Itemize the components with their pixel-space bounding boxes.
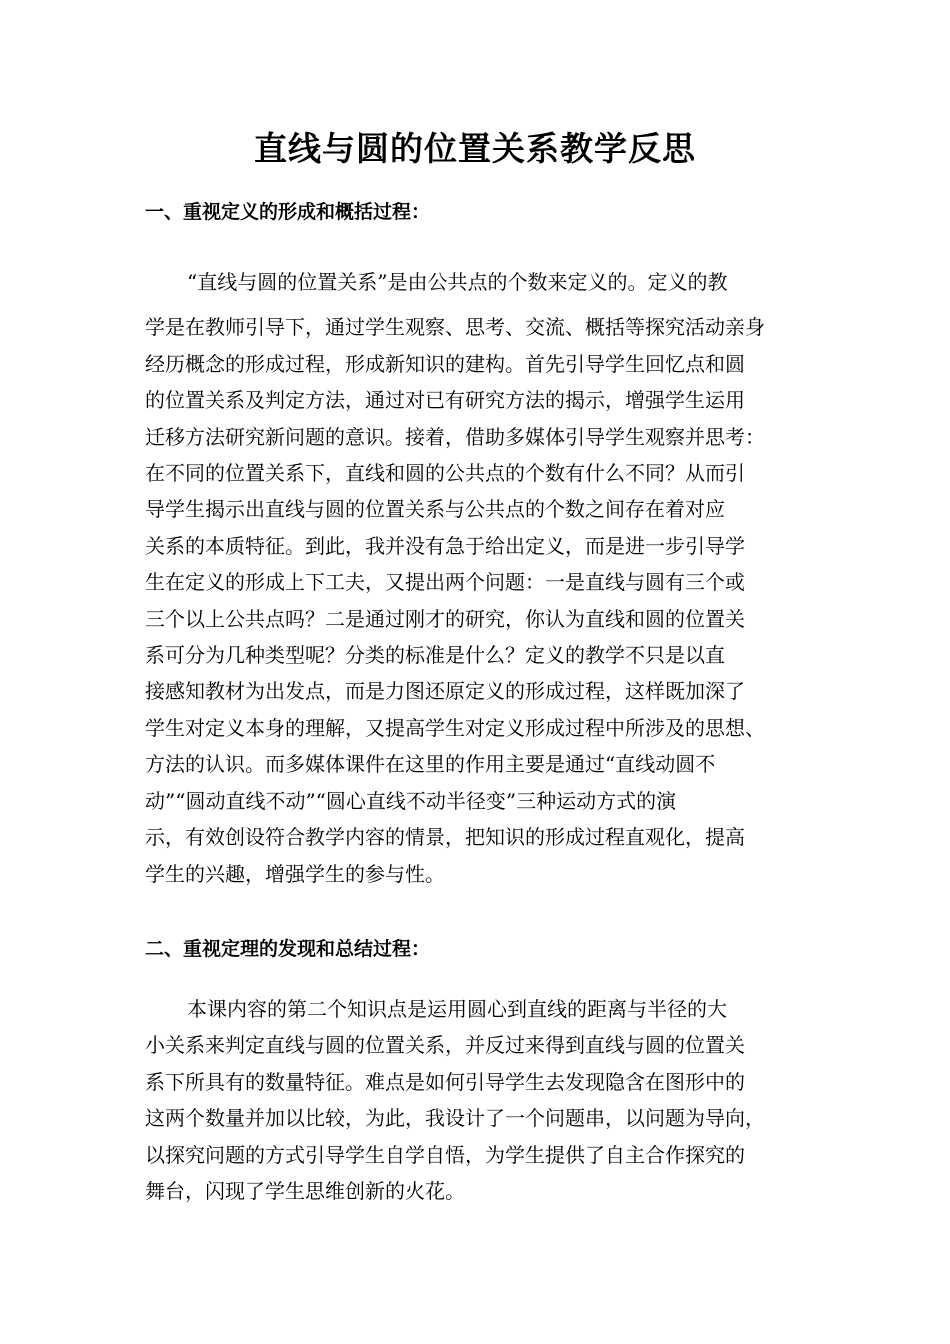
paragraph-line: 这两个数量并加以比较，为此，我设计了一个问题串，以问题为导向， [145, 1106, 765, 1131]
paragraph-line: 本课内容的第二个知识点是运用圆心到直线的距离与半径的大 [187, 997, 727, 1021]
paragraph-line: 导学生揭示出直线与圆的位置关系与公共点的个数之间存在着对应 [145, 497, 725, 522]
paragraph-line: 学生的兴趣，增强学生的参与性。 [145, 861, 445, 886]
paragraph-line: 方法的认识。而多媒体课件在这里的作用主要是通过“直线动圆不 [145, 752, 716, 777]
paragraph-line: 以探究问题的方式引导学生自学自悟，为学生提供了自主合作探究的 [145, 1142, 745, 1167]
paragraph-line: 学生对定义本身的理解，又提高学生对定义形成过程中所涉及的思想、 [145, 715, 765, 740]
paragraph-line: 在不同的位置关系下，直线和圆的公共点的个数有什么不同？从而引 [145, 461, 745, 486]
section-heading-2: 二、重视定理的发现和总结过程： [145, 938, 431, 960]
paragraph-line: 关系的本质特征。到此，我并没有急于给出定义，而是进一步引导学 [145, 533, 745, 558]
paragraph-line: 示，有效创设符合教学内容的情景，把知识的形成过程直观化，提高 [145, 825, 745, 850]
paragraph-line: 系下所具有的数量特征。难点是如何引导学生去发现隐含在图形中的 [145, 1069, 745, 1094]
paragraph-line: 舞台，闪现了学生思维创新的火花。 [145, 1179, 465, 1204]
paragraph-line: 三个以上公共点吗？二是通过刚才的研究，你认为直线和圆的位置关 [145, 606, 745, 631]
paragraph-line: 接感知教材为出发点，而是力图还原定义的形成过程，这样既加深了 [145, 679, 745, 704]
paragraph-line: 小关系来判定直线与圆的位置关系，并反过来得到直线与圆的位置关 [145, 1033, 745, 1058]
paragraph-line: 迁移方法研究新问题的意识。接着，借助多媒体引导学生观察并思考： [145, 424, 765, 449]
paragraph-line: 经历概念的形成过程，形成新知识的建构。首先引导学生回忆点和圆 [145, 351, 745, 376]
paragraph-line: “直线与圆的位置关系”是由公共点的个数来定义的。定义的教 [187, 270, 728, 294]
paragraph-line: 的位置关系及判定方法，通过对已有研究方法的揭示，增强学生运用 [145, 388, 745, 413]
paragraph-line: 动”“圆动直线不动”“圆心直线不动半径变”三种运动方式的演 [145, 788, 677, 813]
paragraph-line: 生在定义的形成上下工夫，又提出两个问题：一是直线与圆有三个或 [145, 570, 745, 595]
paragraph-line: 学是在教师引导下，通过学生观察、思考、交流、概括等探究活动亲身 [145, 315, 765, 340]
paragraph-line: 系可分为几种类型呢？分类的标准是什么？定义的教学不只是以直 [145, 643, 725, 668]
document-title: 直线与圆的位置关系教学反思 [254, 129, 696, 168]
section-heading-1: 一、重视定义的形成和概括过程： [145, 201, 431, 223]
section-1-paragraph [145, 264, 825, 892]
section-2-paragraph [145, 991, 825, 1209]
